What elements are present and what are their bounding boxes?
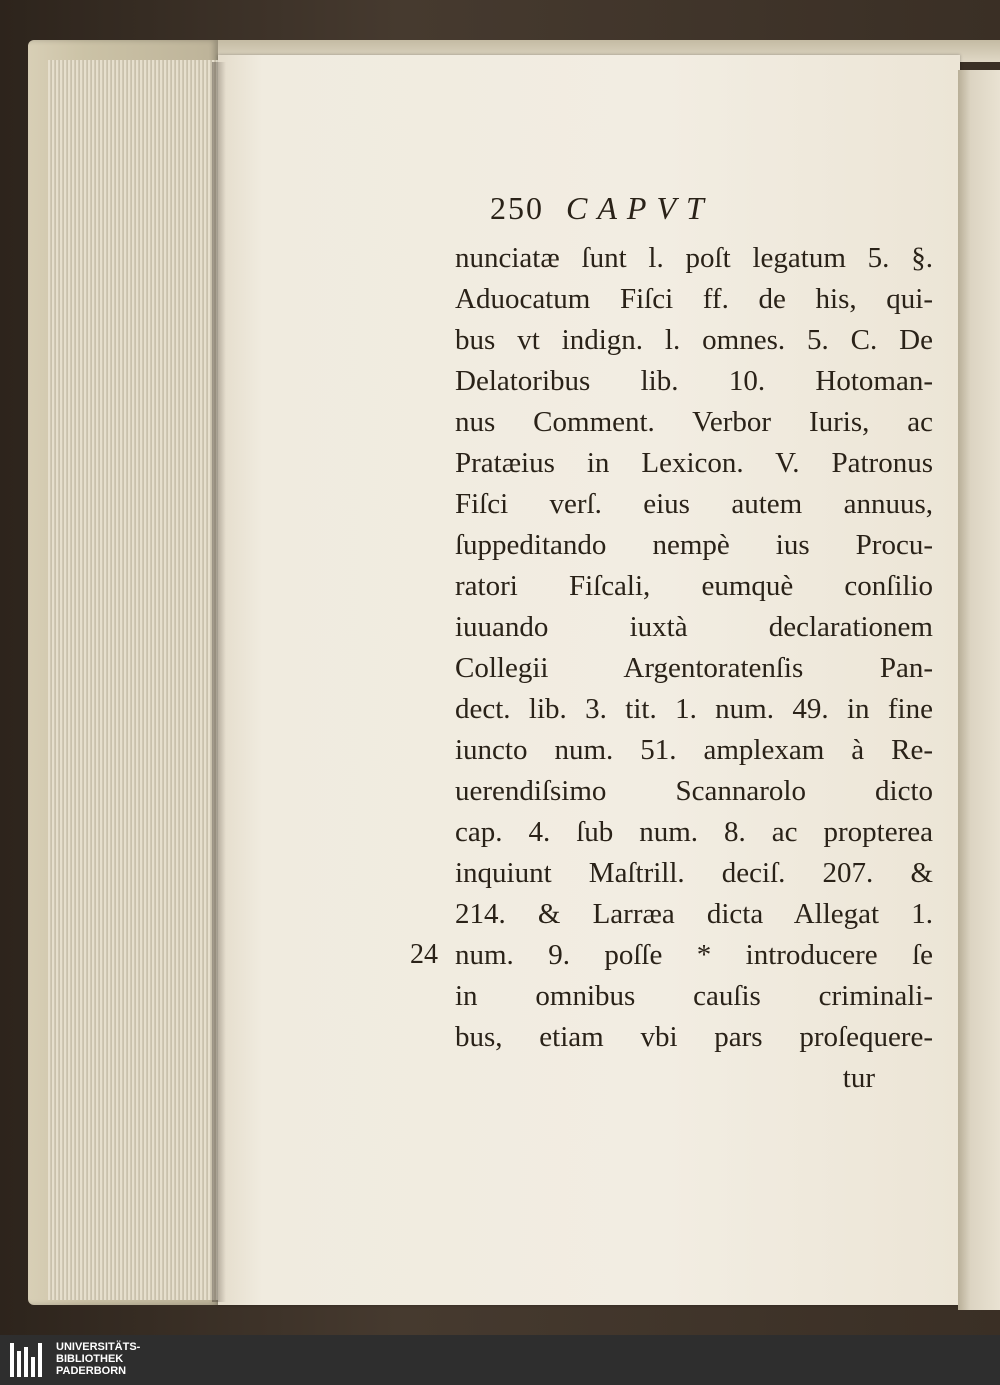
page-number: 250 (490, 190, 544, 226)
text-line: nus Comment. Verbor Iuris, ac (455, 406, 933, 438)
text-line: iuuando iuxtà declarationem (455, 611, 933, 643)
text-line: Pratæius in Lexicon. V. Patronus (455, 447, 933, 479)
text-line: Delatoribus lib. 10. Hotoman- (455, 365, 933, 397)
header-title: CAPVT (566, 190, 714, 226)
text-line: nunciatæ ſunt l. poſt legatum 5. §. (455, 242, 933, 274)
text-line: bus vt indign. l. omnes. 5. C. De (455, 324, 933, 356)
text-line: Fiſci verſ. eius autem annuus, (455, 488, 933, 520)
library-logo-text[interactable] (56, 1341, 140, 1377)
text-line: Collegii Argentoratenſis Pan- (455, 652, 933, 684)
page-edges (48, 60, 220, 1300)
library-bars-icon (10, 1343, 44, 1377)
footer-bar (0, 1335, 1000, 1385)
text-line: Aduocatum Fiſci ff. de his, qui- (455, 283, 933, 315)
spine-shadow (212, 62, 226, 1302)
logo-line-2: BIBLIOTHEK (56, 1353, 124, 1365)
text-line: 214. & Larræa dicta Allegat 1. (455, 898, 933, 930)
text-line: cap. 4. ſub num. 8. ac propterea (455, 816, 933, 848)
text-line: dect. lib. 3. tit. 1. num. 49. in fine (455, 693, 933, 725)
facing-page-edge (958, 70, 1000, 1310)
text-line: bus, etiam vbi pars proſequere- (455, 1021, 933, 1053)
catchword: tur (842, 1062, 875, 1094)
text-line: iuncto num. 51. amplexam à Re- (455, 734, 933, 766)
text-line: in omnibus cauſis criminali- (455, 980, 933, 1012)
running-header (490, 190, 714, 227)
text-line: inquiunt Maſtrill. deciſ. 207. & (455, 857, 933, 889)
text-line: uerendiſsimo Scannarolo dicto (455, 775, 933, 807)
logo-line-3: PADERBORN (56, 1365, 127, 1377)
logo-line-1: UNIVERSITÄTS- (56, 1341, 141, 1353)
text-line: num. 9. poſſe * introducere ſe (455, 939, 933, 971)
text-line: ſuppeditando nempè ius Procu- (455, 529, 933, 561)
text-line: ratori Fiſcali, eumquè conſilio (455, 570, 933, 602)
margin-note-number: 24 (410, 939, 438, 970)
